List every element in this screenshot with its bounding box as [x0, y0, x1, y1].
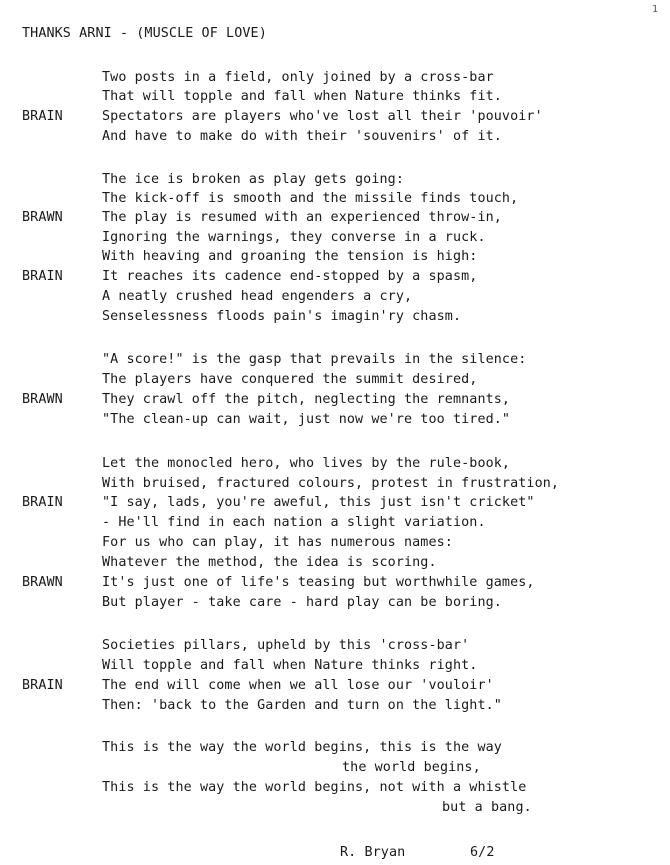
verse-line: "The clean-up can wait, just now we're too tired.": [102, 412, 511, 427]
speaker-label: BRAWN: [22, 392, 63, 407]
verse-line: Ignoring the warnings, they converse in a ruck.: [102, 230, 486, 245]
page-number: 6/2: [470, 845, 495, 860]
verse-line: Societies pillars, upheld by this 'cross-bar': [102, 638, 470, 653]
verse-line: It reaches its cadence end-stopped by a spasm,: [102, 269, 478, 284]
verse-line: The ice is broken as play gets going:: [102, 172, 404, 187]
verse-line: But player - take care - hard play can be boring.: [102, 595, 502, 610]
verse-line: Let the monocled hero, who lives by the rule-book,: [102, 456, 511, 471]
verse-line: And have to make do with their 'souvenirs' of it.: [102, 129, 502, 144]
verse-line: Two posts in a field, only joined by a cross-bar: [102, 70, 494, 85]
verse-line: They crawl off the pitch, neglecting the remnants,: [102, 392, 511, 407]
verse-line: That will topple and fall when Nature thinks fit.: [102, 89, 502, 104]
verse-line: The end will come when we all lose our 'vouloir': [102, 678, 494, 693]
verse-line: The kick-off is smooth and the missile finds touch,: [102, 191, 519, 206]
speaker-label: BRAIN: [22, 495, 63, 510]
speaker-label: BRAWN: [22, 575, 63, 590]
verse-line: For us who can play, it has numerous names:: [102, 535, 453, 550]
verse-line: With bruised, fractured colours, protest in frustration,: [102, 476, 560, 491]
speaker-label: BRAWN: [22, 210, 63, 225]
speaker-label: BRAIN: [22, 269, 63, 284]
verse-line: "A score!" is the gasp that prevails in the silence:: [102, 352, 527, 367]
verse-line: This is the way the world begins, not with a whistle: [102, 780, 527, 795]
verse-line: A neatly crushed head engenders a cry,: [102, 289, 413, 304]
verse-line: Whatever the method, the idea is scoring.: [102, 555, 437, 570]
verse-line: - He'll find in each nation a slight variation.: [102, 515, 486, 530]
verse-line-indented: but a bang.: [442, 800, 532, 815]
verse-line: "I say, lads, you're aweful, this just isn't cricket": [102, 495, 535, 510]
verse-line: Then: 'back to the Garden and turn on the light.": [102, 698, 502, 713]
verse-line: The players have conquered the summit desired,: [102, 372, 478, 387]
corner-mark: 1: [652, 4, 659, 15]
verse-line: Senselessness floods pain's imagin'ry chasm.: [102, 309, 462, 324]
speaker-label: BRAIN: [22, 678, 63, 693]
verse-line: Will topple and fall when Nature thinks right.: [102, 658, 478, 673]
verse-line: This is the way the world begins, this is the way: [102, 740, 502, 755]
poem-title: THANKS ARNI - (MUSCLE OF LOVE): [22, 26, 267, 41]
verse-line: Spectators are players who've lost all their 'pouvoir': [102, 109, 543, 124]
speaker-label: BRAIN: [22, 109, 63, 124]
verse-line-indented: the world begins,: [342, 760, 481, 775]
verse-line: It's just one of life's teasing but worthwhile games,: [102, 575, 535, 590]
author-signature: R. Bryan: [340, 845, 406, 860]
verse-line: The play is resumed with an experienced throw-in,: [102, 210, 502, 225]
verse-line: With heaving and groaning the tension is high:: [102, 249, 478, 264]
